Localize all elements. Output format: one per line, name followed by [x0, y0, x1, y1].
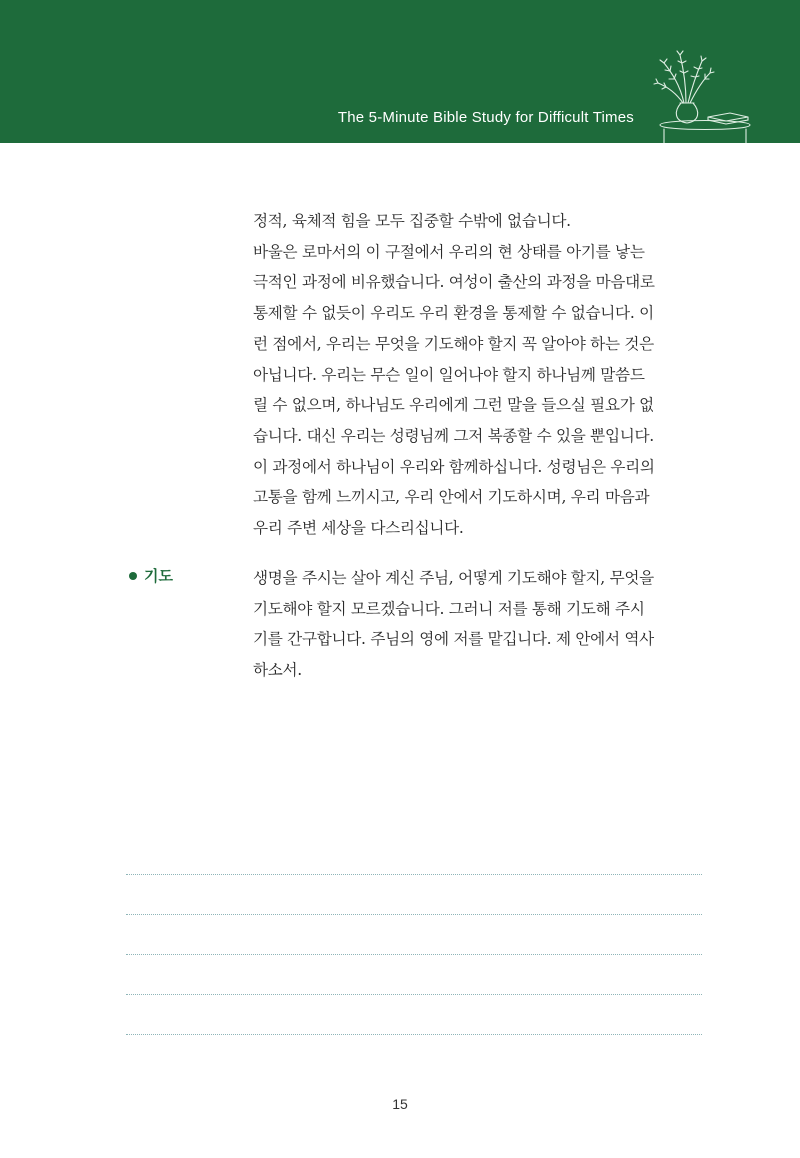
note-line [126, 954, 702, 955]
prayer-text [253, 563, 701, 686]
prayer-line: 기도해야 할지 모르겠습니다. 그러니 저를 통해 기도해 주시 [253, 599, 645, 618]
body-line: 아닙니다. 우리는 무슨 일이 일어나야 할지 하나님께 말씀드 [253, 365, 645, 384]
body-line: 바울은 로마서의 이 구절에서 우리의 현 상태를 아기를 낳는 [253, 242, 645, 261]
body-line: 극적인 과정에 비유했습니다. 여성이 출산의 과정을 마음대로 [253, 273, 655, 292]
book-title: The 5-Minute Bible Study for Difficult Times [337, 109, 634, 126]
prayer-line: 생명을 주시는 살아 계신 주님, 어떻게 기도해야 할지, 무엇을 [253, 569, 654, 587]
body-line: 고통을 함께 느끼시고, 우리 안에서 기도하시며, 우리 마음과 [253, 488, 650, 507]
body-line: 이 과정에서 하나님이 우리와 함께하십니다. 성령님은 우리의 [253, 457, 655, 476]
note-line [126, 1034, 702, 1035]
plant-vase-book-table-icon [650, 45, 760, 143]
body-line: 우리 주변 세상을 다스리십니다. [253, 519, 464, 538]
note-line [126, 914, 702, 915]
body-line: 정적, 육체적 힘을 모두 집중할 수밖에 없습니다. [253, 212, 571, 230]
prayer-line: 하소서. [253, 661, 302, 680]
note-line [126, 994, 702, 995]
bullet-icon [129, 572, 137, 580]
body-text [253, 206, 701, 544]
note-lines [126, 874, 702, 1074]
body-line: 습니다. 대신 우리는 성령님께 그저 복종할 수 있을 뿐입니다. [253, 426, 654, 445]
page-header [0, 0, 800, 143]
prayer-label [129, 565, 173, 586]
body-line: 릴 수 없으며, 하나님도 우리에게 그런 말을 들으실 필요가 없 [253, 396, 654, 415]
prayer-line: 기를 간구합니다. 주님의 영에 저를 맡깁니다. 제 안에서 역사 [253, 630, 654, 649]
body-line: 런 점에서, 우리는 무엇을 기도해야 할지 꼭 알아야 하는 것은 [253, 334, 654, 353]
body-line: 통제할 수 없듯이 우리도 우리 환경을 통제할 수 없습니다. 이 [253, 304, 654, 323]
prayer-label-text: 기도 [144, 568, 173, 585]
page-number: 15 [392, 1096, 408, 1112]
note-line [126, 874, 702, 875]
